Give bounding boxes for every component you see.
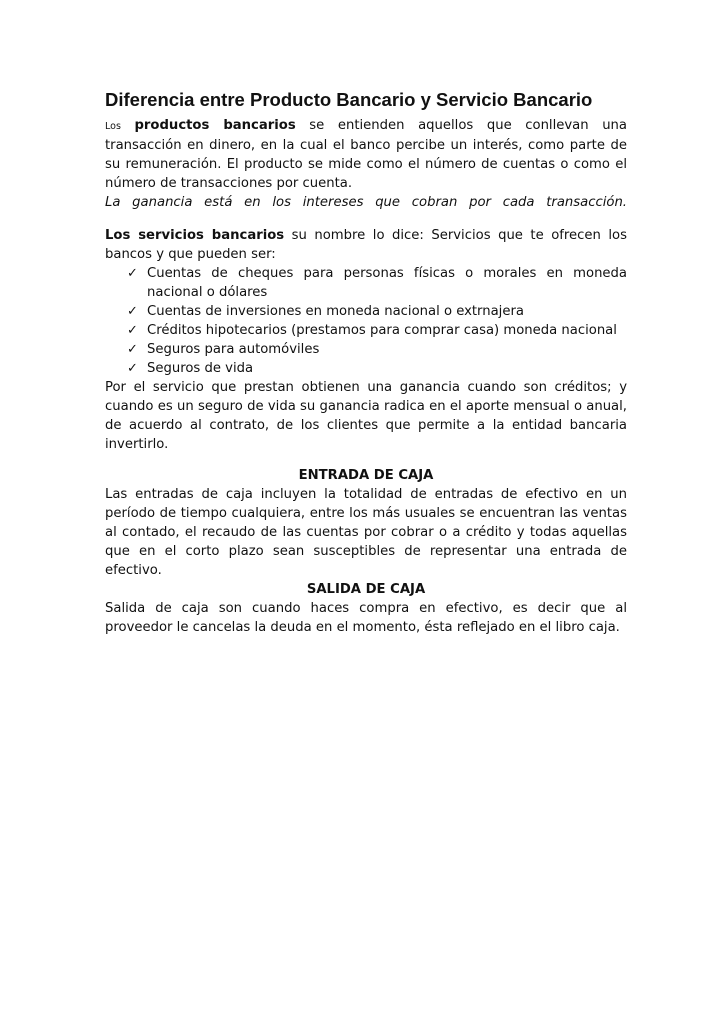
checkmark-icon: ✓ (127, 342, 138, 357)
list-item (125, 302, 627, 321)
list-item (125, 340, 627, 359)
productos-lead-bold: productos bancarios (134, 118, 296, 133)
productos-paragraph (105, 116, 627, 193)
checkmark-icon: ✓ (127, 304, 138, 319)
list-item-text: Cuentas de cheques para personas físicas o morales en moneda nacional o dólares (147, 266, 627, 300)
salida-paragraph: Salida de caja son cuando haces compra en efectivo, es decir que al proveedor le cancelas la deuda en el momento, ésta reflejado en el libro caja. (105, 601, 627, 635)
list-item-text: Seguros de vida (147, 361, 254, 376)
list-item (125, 264, 627, 302)
entrada-heading: ENTRADA DE CAJA (298, 468, 434, 483)
productos-italic-note: La ganancia está en los intereses que cobran por cada transacción. (105, 195, 627, 210)
salida-heading: SALIDA DE CAJA (306, 582, 426, 597)
servicios-list (105, 264, 627, 378)
productos-lead-small: Los (105, 121, 121, 132)
list-item-text: Créditos hipotecarios (prestamos para comprar casa) moneda nacional (147, 323, 617, 338)
list-item-text: Cuentas de inversiones en moneda nacional o extrnajera (147, 304, 524, 319)
document-page (105, 88, 627, 637)
servicios-text: su nombre lo dice: Servicios que te ofrecen los bancos y que pueden ser: (105, 228, 627, 262)
servicios-closing-paragraph: Por el servicio que prestan obtienen una ganancia cuando son créditos; y cuando es un seguro de vida su ganancia radica en el aporte mensual o anual, de acuerdo al contrato, de los clientes que permite a la entidad bancaria invertirlo. (105, 380, 627, 452)
entrada-paragraph: Las entradas de caja incluyen la totalidad de entradas de efectivo en un período de tiempo cualquiera, entre los más usuales se encuentran las ventas al contado, el recaudo de las cuentas por cobrar o a crédito y todas aquellas que en el corto plazo sean susceptibles de representar una entrada de efectivo. (105, 487, 627, 578)
checkmark-icon: ✓ (127, 266, 138, 281)
list-item (125, 321, 627, 340)
document-title: Diferencia entre Producto Bancario y Servicio Bancario (105, 89, 593, 110)
checkmark-icon: ✓ (127, 323, 138, 338)
list-item (125, 359, 627, 378)
list-item-text: Seguros para automóviles (147, 342, 320, 357)
servicios-lead-bold: Los servicios bancarios (105, 228, 285, 243)
spacer (105, 212, 627, 226)
servicios-paragraph (105, 226, 627, 264)
checkmark-icon: ✓ (127, 361, 138, 376)
productos-text: se entienden aquellos que conllevan una transacción en dinero, en la cual el banco percibe un interés, como parte de su remuneración. El producto se mide como el número de cuentas o como el número de transacciones por cuenta. (105, 118, 627, 191)
